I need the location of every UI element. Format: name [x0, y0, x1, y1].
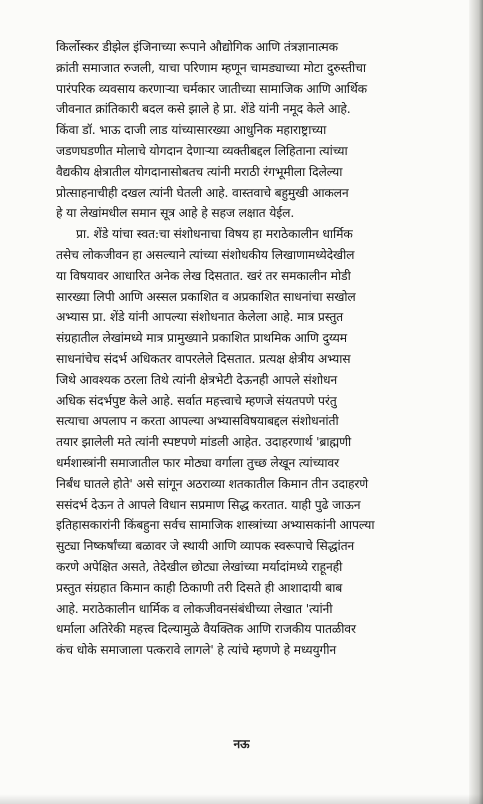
page-number: नऊ: [233, 737, 250, 751]
text-line: वैद्यकीय क्षेत्रातील योगदानासोबतच त्यांनी मराठी रंगभूमीला दिलेल्या: [56, 164, 343, 179]
body-text: [56, 37, 432, 661]
text-line: पारंपरिक व्यवसाय करणाऱ्या चर्मकार जातीच्या सामाजिक आणि आर्थिक: [56, 81, 367, 96]
text-line: प्रा. शेंडे यांचा स्वत:चा संशोधनाचा विषय हा मराठेकालीन धार्मिक: [76, 227, 353, 242]
text-line: आहे. मराठेकालीन धार्मिक व लोकजीवनसंबंधीच्या लेखात 'त्यांनी: [56, 601, 333, 616]
text-line: अधिक संदर्भपुष्ट केले आहे. सर्वात महत्त्वाचे म्हणजे संयतपणे परंतु: [56, 393, 337, 408]
text-line: सुट्या निष्कर्षांच्या बळावर जे स्थायी आणि व्यापक स्वरूपाचे सिद्धांतन: [56, 539, 355, 554]
text-line: किर्लोस्कर डीझेल इंजिनाच्या रूपाने औद्योगिक आणि तंत्रज्ञानात्मक: [56, 40, 338, 54]
text-line: सारख्या लिपी आणि अस्सल प्रकाशित व अप्रकाशित साधनांचा सखोल: [56, 289, 356, 304]
text-line: जडणघडणीत मोलाचे योगदान देणाऱ्या व्यक्तीबद्दल लिहिताना त्यांच्या: [56, 143, 348, 158]
text-line: धर्माला अतिरेकी महत्त्व दिल्यामुळे वैयक्तिक आणि राजकीय पातळीवर: [56, 622, 356, 637]
text-line: या विषयावर आधारित अनेक लेख दिसतात. खरं तर समकालीन मोडी: [56, 268, 351, 283]
paragraph-1: [56, 37, 432, 224]
text-line: ससंदर्भ देऊन ते आपले विधान सप्रमाण सिद्ध करतात. याही पुढे जाऊन: [56, 497, 361, 512]
text-line: निर्बंध घातले होते' असे सांगून अठराव्या शतकातील किमान तीन उदाहरणे: [56, 476, 369, 491]
text-line: किंवा डॉ. भाऊ दाजी लाड यांच्यासारख्या आधुनिक महाराष्ट्राच्या: [56, 123, 327, 138]
binding-shadow: [469, 0, 483, 804]
text-line: जीवनात क्रांतिकारी बदल कसे झाले हे प्रा. शेंडे यांनी नमूद केले आहे.: [56, 102, 351, 117]
text-line: तयार झालेली मते त्यांनी स्पष्टपणे मांडली आहेत. उदाहरणार्थ 'ब्राह्मणी: [56, 435, 352, 450]
page-edge-shadow: [0, 794, 483, 804]
text-line: जिथे आवश्यक ठरला तिथे त्यांनी क्षेत्रभेटी देऊनही आपले संशोधन: [56, 372, 338, 387]
text-line: अभ्यास प्रा. शेंडे यांनी आपल्या संशोधनात केलेला आहे. मात्र प्रस्तुत: [56, 310, 344, 325]
text-line: प्रोत्साहनाचीही दखल त्यांनी घेतली आहे. वास्तवाचे बहुमुखी आकलन: [56, 185, 349, 200]
text-line: सत्याचा अपलाप न करता आपल्या अभ्यासविषयाबद्दल संशोधनांती: [56, 414, 339, 429]
text-line: हे या लेखांमधील समान सूत्र आहे हे सहज लक्षात येईल.: [56, 206, 295, 221]
paragraph-2: [56, 224, 432, 661]
text-line: प्रस्तुत संग्रहात किमान काही ठिकाणी तरी दिसते ही आशादायी बाब: [56, 580, 343, 595]
text-line: क्रांती समाजात रुजली, याचा परिणाम म्हणून चामड्याच्या मोटा दुरुस्तीचा: [56, 60, 366, 75]
text-line: संग्रहातील लेखांमध्ये मात्र प्रामुख्याने प्रकाशित प्राथमिक आणि दुय्यम: [56, 331, 347, 346]
text-line: धर्मशास्त्रांनी समाजातील फार मोठ्या वर्गाला तुच्छ लेखून त्यांच्यावर: [56, 455, 339, 470]
text-line: साधनांचेच संदर्भ अधिकतर वापरलेले दिसतात. प्रत्यक्ष क्षेत्रीय अभ्यास: [56, 351, 351, 366]
text-line: करणे अपेक्षित असते, तेदेखील छोट्या लेखांच्या मर्यादांमध्ये राहूनही: [56, 559, 343, 574]
text-line: कंच धोके समाजाला पत्करावे लागले' हे त्यांचे म्हणणे हे मध्ययुगीन: [56, 643, 337, 658]
text-line: इतिहासकारांनी किंबहुना सर्वच सामाजिक शास्त्रांच्या अभ्यासकांनी आपल्या: [56, 518, 375, 533]
text-line: तसेच लोकजीवन हा असल्याने त्यांच्या संशोधकीय लिखाणामध्येदेखील: [56, 247, 355, 262]
